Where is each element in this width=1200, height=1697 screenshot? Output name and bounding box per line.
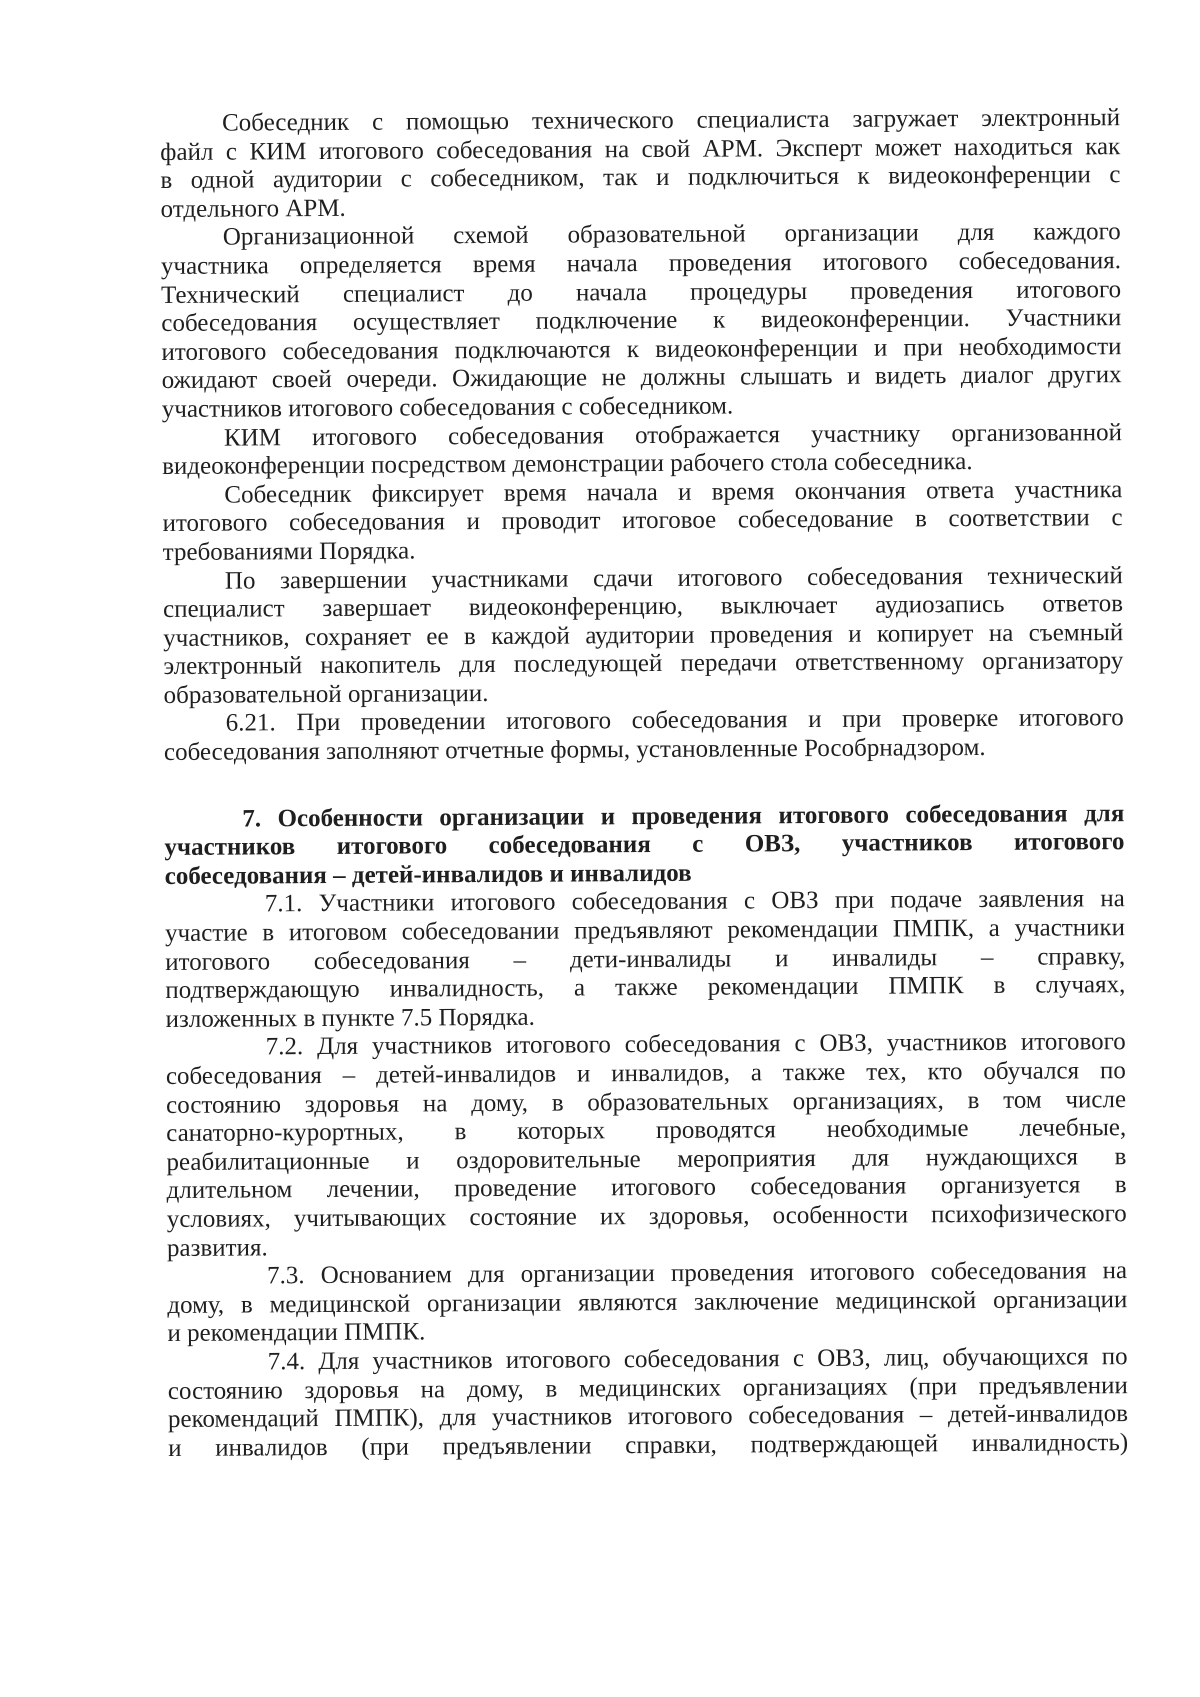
text-line: 7.3. Основанием для организации проведения итогового собеседования на	[267, 1257, 1128, 1290]
text-line: электронный накопитель для последующей передачи ответственному организатору	[163, 647, 1124, 681]
text-line: санаторно-курортных, в которых проводятся необходимые лечебные,	[166, 1114, 1127, 1148]
paragraph	[162, 419, 1122, 482]
text-line: длительном лечении, проведение итогового собеседования организуется в	[166, 1171, 1127, 1205]
text-line: ожидают своей очереди. Ожидающие не должны слышать и видеть диалог других	[161, 361, 1122, 395]
text-line: собеседования заполняют отчетные формы, установленные Рособрнадзором.	[163, 734, 986, 767]
document-body	[160, 104, 1128, 1463]
text-line: 7.4. Для участников итогового собеседования с ОВЗ, лиц, обучающихся по	[267, 1343, 1128, 1376]
paragraph	[164, 705, 1124, 768]
text-line: участников итогового собеседования с собеседником.	[161, 392, 734, 423]
text-line: условиях, учитывающих состояние их здоровья, особенности психофизического	[166, 1200, 1127, 1233]
text-line: итогового собеседования – дети-инвалиды и инвалиды – справку,	[165, 942, 1126, 976]
paragraph	[160, 104, 1121, 224]
text-line: подтверждающую инвалидность, а также рекомендации ПМПК в случаях,	[165, 971, 1126, 1005]
text-line: рекомендаций ПМПК), для участников итогового собеседования – детей-инвалидов	[167, 1400, 1129, 1434]
text-line: состоянию здоровья на дому, в медицинских организациях (при предъявлении	[167, 1371, 1128, 1405]
text-line: участника определяется время начала проведения итогового собеседования.	[160, 247, 1122, 280]
text-line: участие в итоговом собеседовании предъявляют рекомендации ПМПК, а участники	[164, 914, 1126, 948]
text-line: дому, в медицинской организации являются заключение медицинской организации	[167, 1285, 1128, 1319]
paragraph	[166, 1029, 1127, 1264]
text-line: образовательной организации.	[163, 679, 489, 709]
text-line: собеседования – детей-инвалидов и инвалидов, а также тех, кто обучался по	[165, 1057, 1126, 1090]
text-line: 7.1. Участники итогового собеседования с ОВЗ при подаче заявления на	[264, 885, 1125, 918]
text-line: 7. Особенности организации и проведения итогового собеседования для	[242, 799, 1125, 833]
text-line: в одной аудитории с собеседником, так и подключиться к видеоконференции с	[160, 161, 1121, 195]
text-line: отдельного АРМ.	[160, 194, 346, 223]
paragraph	[165, 886, 1126, 1035]
text-line: развития.	[166, 1233, 268, 1262]
text-line: специалист завершает видеоконференцию, выключает аудиозапись ответов	[162, 590, 1124, 624]
text-line: КИМ итогового собеседования отображается участнику организованной	[223, 418, 1123, 452]
text-line: видеоконференции посредством демонстрации рабочего стола собеседника.	[162, 448, 973, 481]
text-line: участников, сохраняет ее в каждой аудитории проведения и копирует на съемный	[163, 618, 1124, 652]
text-line: требованиями Порядка.	[162, 537, 416, 566]
text-line: реабилитационные и оздоровительные мероприятия для нуждающихся в	[166, 1142, 1127, 1176]
text-line: Технический специалист до начала процедуры проведения итогового	[161, 275, 1122, 309]
paragraph	[162, 476, 1123, 568]
text-line: итогового собеседования подключаются к видеоконференции и при необходимости	[161, 332, 1122, 366]
text-line: файл с КИМ итогового собеседования на свой АРМ. Эксперт может находиться как	[160, 132, 1121, 166]
text-line: Организационной схемой образовательной организации для каждого	[222, 218, 1121, 251]
text-line: собеседования – детей-инвалидов и инвалидов	[164, 859, 692, 890]
text-line: состоянию здоровья на дому, в образовательных организациях, в том числе	[165, 1085, 1127, 1119]
text-line: изложенных в пункте 7.5 Порядка.	[165, 1003, 535, 1033]
text-line: 7.2. Для участников итогового собеседования с ОВЗ, участников итогового	[265, 1028, 1126, 1061]
text-line: итогового собеседования и проводит итоговое собеседование в соответствии с	[162, 504, 1123, 538]
paragraph	[163, 562, 1124, 711]
section-heading	[164, 800, 1125, 892]
text-line: и инвалидов (при предъявлении справки, подтверждающей инвалидность)	[168, 1428, 1129, 1462]
text-line: Собеседник фиксирует время начала и время окончания ответа участника	[224, 475, 1123, 509]
text-line: участников итогового собеседования с ОВЗ, участников итогового	[164, 828, 1125, 862]
paragraph	[161, 219, 1122, 425]
text-line: Собеседник с помощью технического специалиста загружает электронный	[221, 104, 1121, 137]
paragraph	[168, 1343, 1129, 1463]
text-line: По завершении участниками сдачи итогового собеседования технический	[224, 561, 1123, 595]
paragraph	[167, 1257, 1128, 1349]
text-line: 6.21. При проведении итогового собеседования и при проверке итогового	[225, 704, 1124, 738]
text-line: собеседования осуществляет подключение к видеоконференции. Участники	[161, 304, 1122, 338]
text-line: и рекомендации ПМПК.	[167, 1318, 426, 1348]
